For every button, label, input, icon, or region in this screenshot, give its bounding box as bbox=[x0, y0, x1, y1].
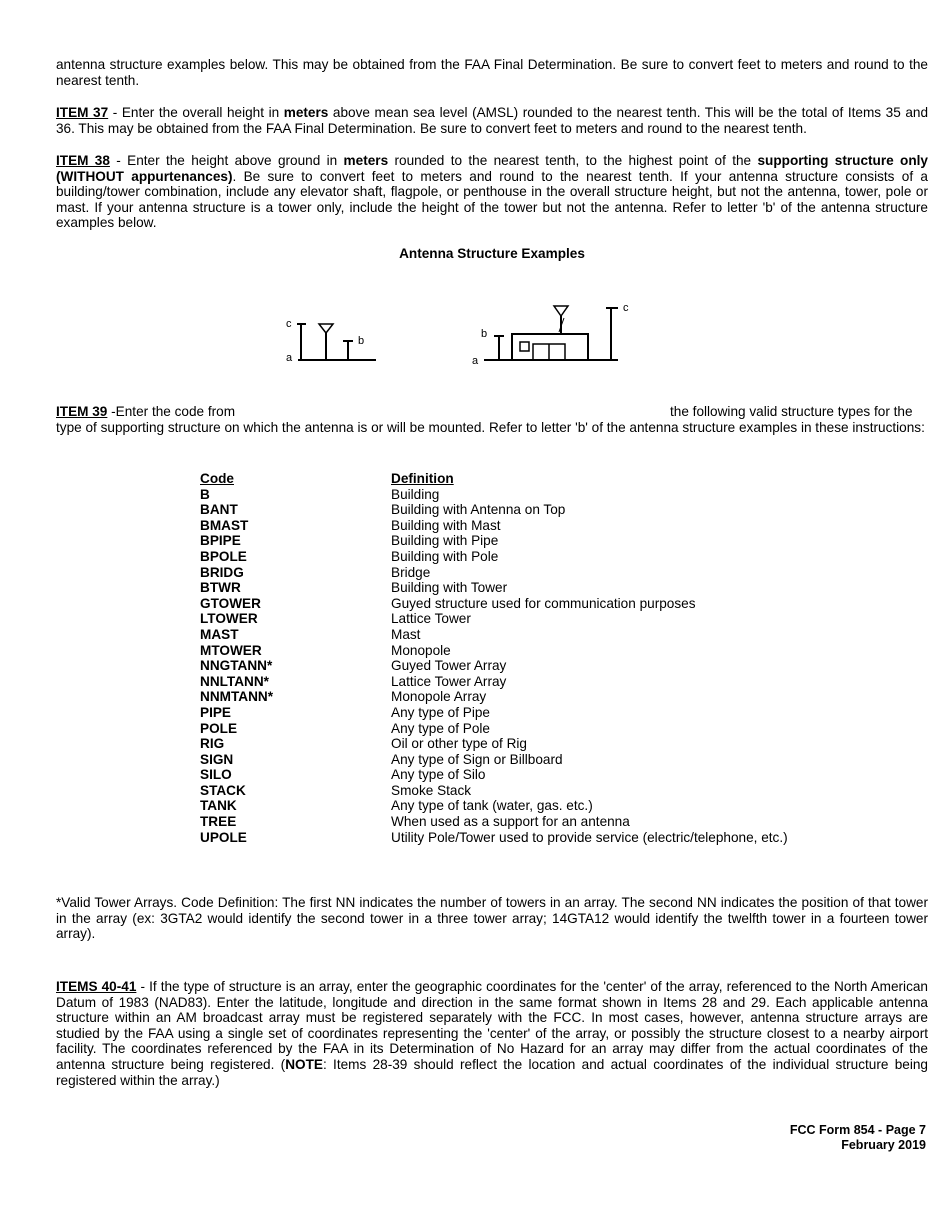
table-row bbox=[200, 814, 820, 830]
arrays-note-paragraph bbox=[56, 895, 928, 942]
table-row bbox=[200, 689, 820, 705]
code-cell: BMAST bbox=[200, 517, 249, 533]
code-cell: NNLTANN* bbox=[200, 673, 269, 689]
definition-cell: Guyed structure used for communication purposes bbox=[391, 595, 696, 611]
items-40-41-label: ITEMS 40-41 bbox=[56, 979, 137, 994]
table-row bbox=[200, 533, 820, 549]
definition-cell: Building with Pipe bbox=[391, 533, 499, 549]
items-40-41-paragraph bbox=[56, 979, 928, 1088]
items-40-41-text-1: - If the type of structure is an array, enter the geographic coordinates for the 'center' of the array, referenced to the North American Datum of 1983 (NAD83). Enter the latitude, longitude and direction in the same format shown in Items 28 and 29. Each applicable antenna structure within an AM broadcast array must be registered separately with the FCC. In most cases, however, antenna structure arrays are studied by the FAA using a single set of coordinates representing the 'center' of the array, or possibly the structure closest to a nearby airport facility. The coordinates referenced by the FAA in its Determination of No Hazard for an array may differ from the actual coordinates of the antenna structure being registered. ( bbox=[56, 979, 928, 1072]
structure-codes-table bbox=[200, 471, 820, 845]
definition-cell: Any type of tank (water, gas. etc.) bbox=[391, 798, 593, 814]
code-cell: BANT bbox=[200, 502, 238, 518]
table-row bbox=[200, 752, 820, 768]
item-39-tail: the following valid structure types for the bbox=[670, 404, 913, 419]
antenna-structure-diagram bbox=[278, 298, 648, 370]
item-38-lead: - Enter the height above ground in bbox=[109, 153, 344, 168]
table-row bbox=[200, 705, 820, 721]
definition-cell: Any type of Pole bbox=[391, 720, 490, 736]
arrays-note-text: *Valid Tower Arrays. Code Definition: The first NN indicates the number of towers in an array. The second NN indicates the position of that tower in the array (ex: 3GTA2 would identify the second tower in a three tower array; 14GTA12 would identify the twelfth tower in a fourteen tower array). bbox=[56, 895, 928, 942]
code-cell: BTWR bbox=[200, 580, 241, 596]
table-row bbox=[200, 487, 820, 503]
examples-title: Antenna Structure Examples bbox=[399, 246, 585, 261]
code-cell: GTOWER bbox=[200, 595, 261, 611]
code-cell: SILO bbox=[200, 767, 232, 783]
item-37-bold: meters bbox=[283, 105, 329, 120]
code-cell: MAST bbox=[200, 626, 239, 642]
table-body bbox=[200, 487, 820, 846]
definition-cell: Any type of Silo bbox=[391, 767, 486, 783]
code-cell: MTOWER bbox=[200, 642, 262, 658]
definition-cell: Any type of Pipe bbox=[391, 704, 490, 720]
definition-cell: Lattice Tower bbox=[391, 611, 471, 627]
table-row bbox=[200, 596, 820, 612]
table-row bbox=[200, 627, 820, 643]
table-row bbox=[200, 830, 820, 846]
definition-cell: Building with Mast bbox=[391, 517, 501, 533]
definition-cell: Building bbox=[391, 486, 440, 502]
code-cell: POLE bbox=[200, 720, 238, 736]
definition-cell: When used as a support for an antenna bbox=[391, 814, 630, 830]
definition-cell: Building with Antenna on Top bbox=[391, 502, 566, 518]
item-38-paragraph bbox=[56, 153, 928, 231]
item-37-label: ITEM 37 bbox=[56, 105, 109, 120]
roof-antenna-icon bbox=[554, 306, 568, 316]
items-40-41-note: NOTE bbox=[285, 1056, 323, 1072]
definition-cell: Smoke Stack bbox=[391, 782, 472, 798]
code-cell: LTOWER bbox=[200, 611, 258, 627]
item-38-label: ITEM 38 bbox=[56, 153, 110, 168]
label-c-left: c bbox=[286, 318, 292, 330]
definition-cell: Mast bbox=[391, 626, 421, 642]
definition-cell: Any type of Sign or Billboard bbox=[391, 751, 563, 767]
tower-only-example bbox=[297, 324, 376, 360]
label-c-right: c bbox=[623, 302, 629, 314]
code-cell: SIGN bbox=[200, 751, 234, 767]
definition-cell: Lattice Tower Array bbox=[391, 673, 507, 689]
definition-cell: Monopole bbox=[391, 642, 451, 658]
definition-header: Definition bbox=[391, 471, 454, 486]
definition-cell: Oil or other type of Rig bbox=[391, 736, 527, 752]
table-row bbox=[200, 643, 820, 659]
code-cell: NNGTANN* bbox=[200, 658, 273, 674]
table-row bbox=[200, 549, 820, 565]
footer-date: February 2019 bbox=[841, 1138, 926, 1152]
code-cell: TREE bbox=[200, 814, 237, 830]
code-cell: BRIDG bbox=[200, 564, 244, 580]
item-38-bold-structure: supporting structure only (WITHOUT appurtenances) bbox=[56, 153, 928, 184]
table-row bbox=[200, 658, 820, 674]
definition-cell: Bridge bbox=[391, 564, 431, 580]
table-row bbox=[200, 674, 820, 690]
table-row bbox=[200, 611, 820, 627]
item-39-rest: type of supporting structure on which the antenna is or will be mounted. Refer to letter 'b' of the antenna structure examples in these instructions: bbox=[56, 420, 925, 435]
definition-cell: Guyed Tower Array bbox=[391, 658, 507, 674]
page-footer bbox=[790, 1123, 926, 1153]
code-cell: PIPE bbox=[200, 704, 231, 720]
table-row bbox=[200, 736, 820, 752]
label-b-right: b bbox=[481, 328, 488, 340]
code-cell: BPOLE bbox=[200, 548, 247, 564]
table-row bbox=[200, 518, 820, 534]
item-39-label: ITEM 39 bbox=[56, 404, 108, 419]
item-39-paragraph bbox=[56, 404, 928, 436]
code-cell: RIG bbox=[200, 736, 225, 752]
item-37-paragraph bbox=[56, 105, 928, 136]
definition-cell: Monopole Array bbox=[391, 689, 487, 705]
items-40-41-text-2: : Items 28-39 should reflect the location and actual coordinates of the individual structure being registered within the array.) bbox=[56, 1056, 928, 1088]
code-cell: UPOLE bbox=[200, 829, 247, 845]
definition-cell: Building with Pole bbox=[391, 548, 499, 564]
label-a-left: a bbox=[286, 352, 293, 364]
table-row bbox=[200, 767, 820, 783]
building-outline bbox=[512, 334, 588, 360]
code-header: Code bbox=[200, 471, 234, 486]
table-row bbox=[200, 721, 820, 737]
intro-paragraph bbox=[56, 57, 928, 88]
label-a-right: a bbox=[472, 355, 479, 367]
definition-cell: Utility Pole/Tower used to provide service (electric/telephone, etc.) bbox=[391, 829, 788, 845]
table-row bbox=[200, 565, 820, 581]
item-39-lead: -Enter the code from bbox=[107, 404, 236, 419]
table-row bbox=[200, 798, 820, 814]
item-38-bold-meters: meters bbox=[343, 153, 389, 168]
label-b-left: b bbox=[358, 335, 365, 347]
code-cell: BPIPE bbox=[200, 533, 241, 549]
item-37-text: above mean sea level (AMSL) rounded to the nearest tenth. This will be the total of Items 35 and 36. This may be obtained from the FAA Final Determination. Be sure to convert feet to meters and round to the nearest tenth. bbox=[56, 105, 928, 136]
code-cell: NNMTANN* bbox=[200, 689, 273, 705]
building-tower-example bbox=[484, 306, 618, 360]
intro-text: antenna structure examples below. This may be obtained from the FAA Final Determination. Be sure to convert feet to meters and round to the nearest tenth. bbox=[56, 57, 928, 88]
footer-form: FCC Form 854 - Page 7 bbox=[789, 1123, 926, 1137]
table-header bbox=[200, 471, 820, 487]
table-row bbox=[200, 783, 820, 799]
table-row bbox=[200, 502, 820, 518]
definition-cell: Building with Tower bbox=[391, 580, 508, 596]
item-38-text-2: . Be sure to convert feet to meters and round to the nearest tenth. If your antenna structure consists of a building/tower combination, include any elevator shaft, flagpole, or penthouse in the overall structure height, but not the antenna, tower, pole or mast. If your antenna structure is a tower only, include the height of the tower but not the antenna. Refer to letter 'b' of the antenna structure examples below. bbox=[56, 168, 928, 231]
building-window bbox=[520, 342, 529, 351]
code-cell: TANK bbox=[200, 798, 237, 814]
code-cell: B bbox=[200, 486, 210, 502]
item-37-lead: - Enter the overall height in bbox=[108, 105, 284, 120]
code-cell: STACK bbox=[200, 782, 246, 798]
table-row bbox=[200, 580, 820, 596]
antenna-triangle-icon bbox=[319, 324, 333, 333]
item-38-text-1: rounded to the nearest tenth, to the highest point of the bbox=[388, 153, 758, 168]
